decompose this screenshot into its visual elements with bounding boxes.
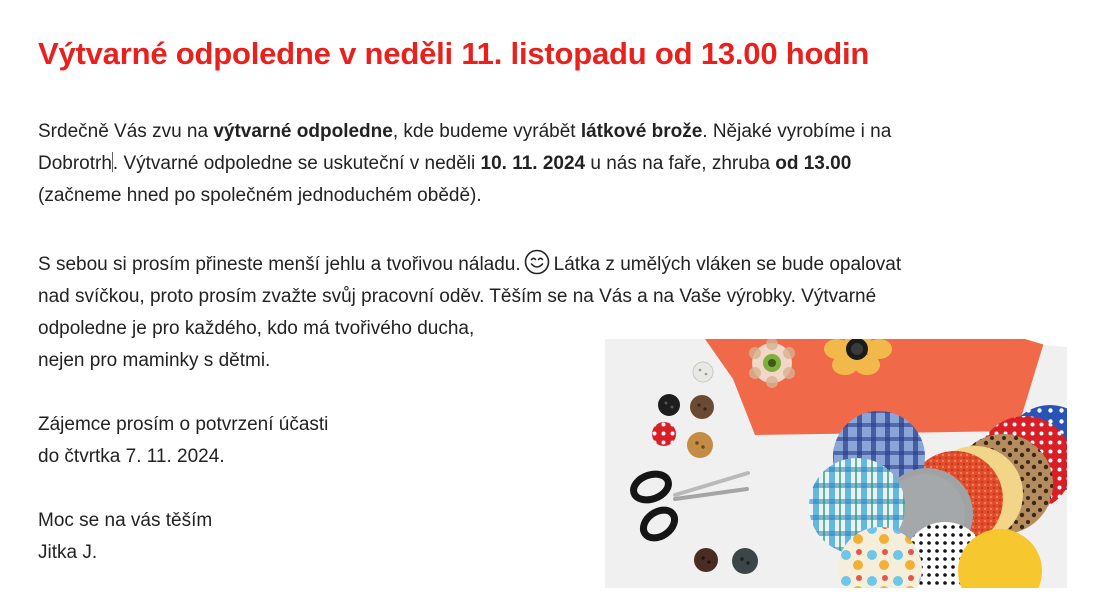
page-title: Výtvarné odpoledne v neděli 11. listopadu od 13.00 hodin (38, 36, 870, 71)
intro-line-1: Srdečně Vás zvu na výtvarné odpoledne, kde budeme vyrábět látkové brože. Nějaké vyrobíme i na (38, 121, 892, 142)
info-line-3: odpoledne je pro každého, kdo má tvořivého ducha, (38, 318, 475, 339)
registration-line-2: do čtvrtka 7. 11. 2024. (38, 446, 225, 467)
info-line-2: nad svíčkou, proto prosím zvažte svůj pracovní oděv. Těším se na Vás a na Vaše výrobky. Výtvarné (38, 286, 877, 307)
intro-line-3: (začneme hned po společném jednoduchém obědě). (38, 185, 482, 206)
closing-line: Moc se na vás těším (38, 510, 213, 531)
intro-line-2: Dobrotrh. Výtvarné odpoledne se uskuteční v neděli 10. 11. 2024 u nás na faře, zhruba od 13.00 (38, 153, 852, 174)
highlight-craft: látkové brože (580, 121, 703, 142)
intro-paragraph (38, 116, 1068, 212)
highlight-date: 10. 11. 2024 (480, 153, 586, 174)
highlight-time: od 13.00 (775, 153, 852, 174)
info-line-1: S sebou si prosím přineste menší jehlu a tvořivou náladu. Látka z umělých vláken se bude opalovat (38, 249, 1078, 281)
registration-line-1: Zájemce prosím o potvrzení účasti (38, 414, 329, 435)
registration-paragraph (38, 409, 598, 473)
signature-name: Jitka J. (38, 542, 98, 563)
craft-supplies-photo (605, 339, 1067, 588)
signature-paragraph (38, 505, 598, 569)
smiling-face-icon (524, 249, 550, 275)
highlight-event: výtvarné odpoledne (213, 121, 393, 142)
info-line-4: nejen pro maminky s dětmi. (38, 350, 271, 371)
